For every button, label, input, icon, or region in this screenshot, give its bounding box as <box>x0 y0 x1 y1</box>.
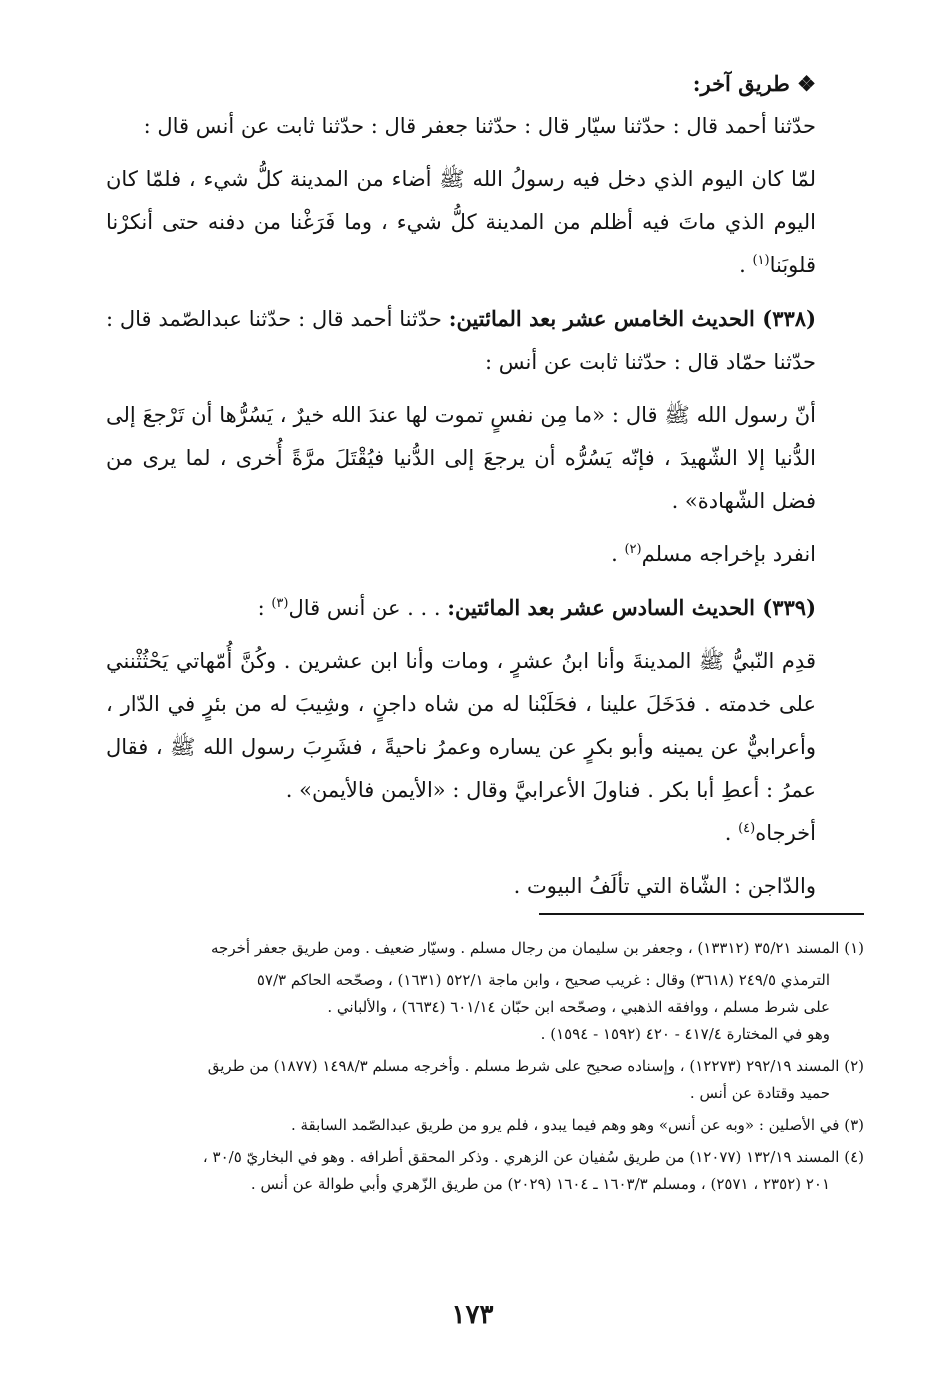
footnote-separator <box>539 913 864 915</box>
takhrij-note: انفرد بإخراجه مسلم <box>641 542 816 566</box>
footnote-ref: (٢) <box>624 542 642 557</box>
hadith-338-text: أنّ رسول الله ﷺ قال : «ما مِن نفسٍ تموت لها عندَ الله خيرٌ ، يَسُرُّها أن تَرْجعَ إلى الدُّنيا إلا الشّهيدَ ، فإنّه يَسُرُّه أن يرجعَ إلى الدُّنيا فيُقْتَلَ مرَّةً أُخرى ، لما يرى من فضل الشّهادة» . <box>106 403 816 513</box>
hadith-339-text: قدِم النّبيُّ ﷺ المدينةَ وأنا ابنُ عشرٍ ، ومات وأنا ابن عشرين . وكُنَّ أُمّهاتي يَحْثُثْنني على خدمته . فدَخَلَ علينا ، فحَلَبْنا له من شاه داجنٍ ، وشِيبَ له من بئرٍ في الدّار ، وأعرابيٌّ عن يمينه وأبو بكرٍ عن يساره وعمرُ ناحيةً ، فشَرِبَ رسول الله ﷺ ، فقال عمرُ : أعطِ أبا بكر . فناولَ الأعرابيَّ وقال : «الأيمن فالأيمن» . <box>106 649 816 802</box>
footnote-4: (٤) المسند ١٣٢/١٩ (١٢٠٧٧) من طريق سُفيان عن الزهري . وذكر المحقق أطرافه . وهو في البخاريّ ٣٠/٥ ، <box>202 1148 864 1166</box>
section-heading: ❖ طريق آخر: <box>692 71 816 96</box>
footnote-3: (٣) في الأصلين : «وبه عن أنس» وهو وهم فيما يبدو ، فلم يرو من طريق عبدالصّمد السابقة . <box>290 1116 864 1134</box>
hadith-339-note <box>106 812 864 855</box>
footnote-1-cont: الترمذي ٢٤٩/٥ (٣٦١٨) وقال : غريب صحيح ، وابن ماجة ٥٢٢/١ (١٦٣١) ، وصحّحه الحاكم ٥٧/٣ <box>256 971 830 989</box>
hadith-338-note <box>106 533 864 576</box>
hadith-title: (٣٣٩) الحديث السادس عشر بعد المائتين: <box>447 595 816 620</box>
gloss-text: والدّاجن : الشّاة التي تألَفُ البيوت . <box>513 874 816 898</box>
sentence-end: . <box>739 253 753 277</box>
footnote-1 <box>106 935 864 962</box>
footnote-ref: (١) <box>752 253 770 268</box>
footnote-2-cont: حميد وقتادة عن أنس . <box>689 1084 830 1102</box>
takhrij-note: أخرجاه <box>755 821 816 845</box>
footnote-1-cont: على شرط مسلم ، ووافقه الذهبي ، وصحّحه ابن حبّان ٦٠١/١٤ (٦٦٣٤) ، والألباني . <box>327 998 830 1016</box>
page-number: ١٧٣ <box>451 1300 494 1330</box>
hadith-title: (٣٣٨) الحديث الخامس عشر بعد المائتين: <box>448 306 817 331</box>
sentence-end: . <box>724 821 739 845</box>
footnote-1-cont: وهو في المختارة ٤١٧/٤ - ٤٢٠ (١٥٩٢ - ١٥٩٤) . <box>540 1025 830 1043</box>
footnote-ref: (٣) <box>271 596 289 611</box>
hadith-338 <box>106 297 864 384</box>
footnote-ref: (٤) <box>738 821 756 836</box>
hadith-body: لمّا كان اليوم الذي دخل فيه رسولُ الله ﷺ أضاء من المدينة كلُّ شيء ، فلمّا كان اليوم الذي ماتَ فيه أظلم من المدينة كلُّ شيء ، وما فَرَغْنا من دفنه حتى أنكرْنا قلوبَنا <box>106 167 816 277</box>
hadith-isnad: حدّثنا أحمد قال : حدّثنا عبدالصّمد قال : حدّثنا حمّاد قال : حدّثنا ثابت عن أنس : <box>106 307 816 374</box>
main-text <box>106 62 864 908</box>
footnote-4-cont: ٢٠١ (٢٣٥٢ ، ٢٥٧١) ، ومسلم ١٦٠٣/٣ ـ ١٦٠٤ (٢٠٢٩) من طريق الزّهري وأبي طوالة عن أنس . <box>250 1175 830 1193</box>
hadith-isnad: . . . عن أنس قال <box>288 596 448 620</box>
sentence-end: . <box>611 542 625 566</box>
sentence-end: : <box>257 596 272 620</box>
footnote-line: (١) المسند ٣٥/٢١ (١٣٣١٢) ، وجعفر بن سليمان من رجال مسلم . وسيّار ضعيف . ومن طريق جعفر أخرجه <box>211 939 864 957</box>
hadith-text <box>106 158 864 287</box>
hadith-339 <box>106 586 864 630</box>
footnote-2: (٢) المسند ٢٩٢/١٩ (١٢٢٧٣) ، وإسناده صحيح على شرط مسلم . وأخرجه مسلم ١٤٩٨/٣ (١٨٧٧) من طريق <box>207 1057 864 1075</box>
isnad-paragraph: حدّثنا أحمد قال : حدّثنا سيّار قال : حدّثنا جعفر قال : حدّثنا ثابت عن أنس قال : <box>143 114 816 138</box>
footnotes <box>106 935 864 1198</box>
